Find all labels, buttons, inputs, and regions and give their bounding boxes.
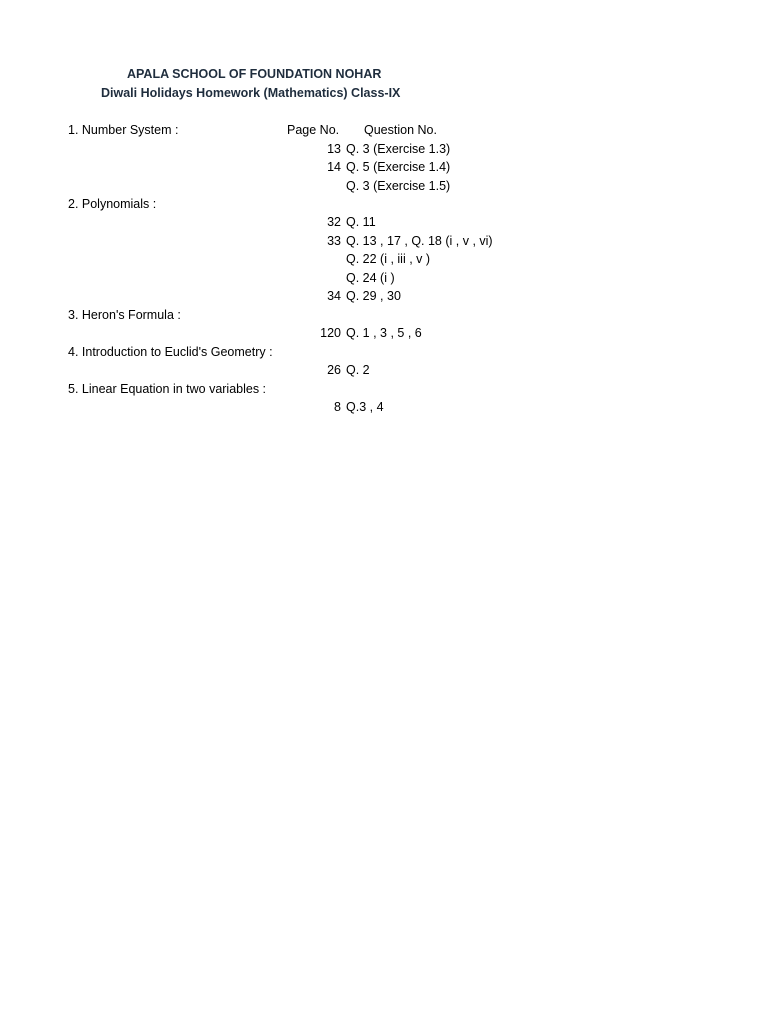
page-number: 120 bbox=[320, 326, 341, 340]
topic-polynomials: 2. Polynomials : bbox=[68, 197, 157, 211]
table-row bbox=[0, 324, 768, 342]
table-row bbox=[0, 158, 768, 176]
page-number: 13 bbox=[327, 142, 341, 156]
question-numbers: Q.3 , 4 bbox=[346, 400, 384, 414]
question-numbers: Q. 5 (Exercise 1.4) bbox=[346, 160, 451, 174]
page-number: 34 bbox=[327, 289, 341, 303]
page-no-header: Page No. bbox=[287, 123, 340, 137]
question-numbers: Q. 11 bbox=[346, 215, 376, 229]
table-header-row bbox=[0, 121, 768, 139]
question-numbers: Q. 1 , 3 , 5 , 6 bbox=[346, 326, 422, 340]
table-row bbox=[0, 177, 768, 195]
question-numbers: Q. 24 (i ) bbox=[346, 271, 395, 285]
table-row bbox=[0, 213, 768, 231]
table-row bbox=[0, 250, 768, 268]
page-number: 26 bbox=[327, 363, 341, 377]
topic-row bbox=[0, 306, 768, 324]
homework-title: Diwali Holidays Homework (Mathematics) Class-IX bbox=[101, 86, 401, 100]
question-numbers: Q. 22 (i , iii , v ) bbox=[346, 252, 431, 266]
topic-number-system: 1. Number System : bbox=[68, 123, 179, 137]
question-numbers: Q. 3 (Exercise 1.5) bbox=[346, 179, 451, 193]
question-numbers: Q. 29 , 30 bbox=[346, 289, 401, 303]
topic-euclids-geometry: 4. Introduction to Euclid's Geometry : bbox=[68, 345, 273, 359]
page-number: 33 bbox=[327, 234, 341, 248]
topic-row bbox=[0, 380, 768, 398]
topic-linear-equation: 5. Linear Equation in two variables : bbox=[68, 382, 267, 396]
table-row bbox=[0, 361, 768, 379]
question-numbers: Q. 2 bbox=[346, 363, 370, 377]
page-number: 32 bbox=[327, 215, 341, 229]
question-numbers: Q. 13 , 17 , Q. 18 (i , v , vi) bbox=[346, 234, 493, 248]
table-row bbox=[0, 232, 768, 250]
topic-herons-formula: 3. Heron's Formula : bbox=[68, 308, 181, 322]
question-numbers: Q. 3 (Exercise 1.3) bbox=[346, 142, 451, 156]
table-row bbox=[0, 287, 768, 305]
page-number: 8 bbox=[334, 400, 341, 414]
table-row bbox=[0, 398, 768, 416]
school-name: APALA SCHOOL OF FOUNDATION NOHAR bbox=[127, 67, 382, 81]
question-no-header: Question No. bbox=[364, 123, 437, 137]
page-number: 14 bbox=[327, 160, 341, 174]
topic-row bbox=[0, 195, 768, 213]
table-row bbox=[0, 269, 768, 287]
table-row bbox=[0, 140, 768, 158]
topic-row bbox=[0, 343, 768, 361]
